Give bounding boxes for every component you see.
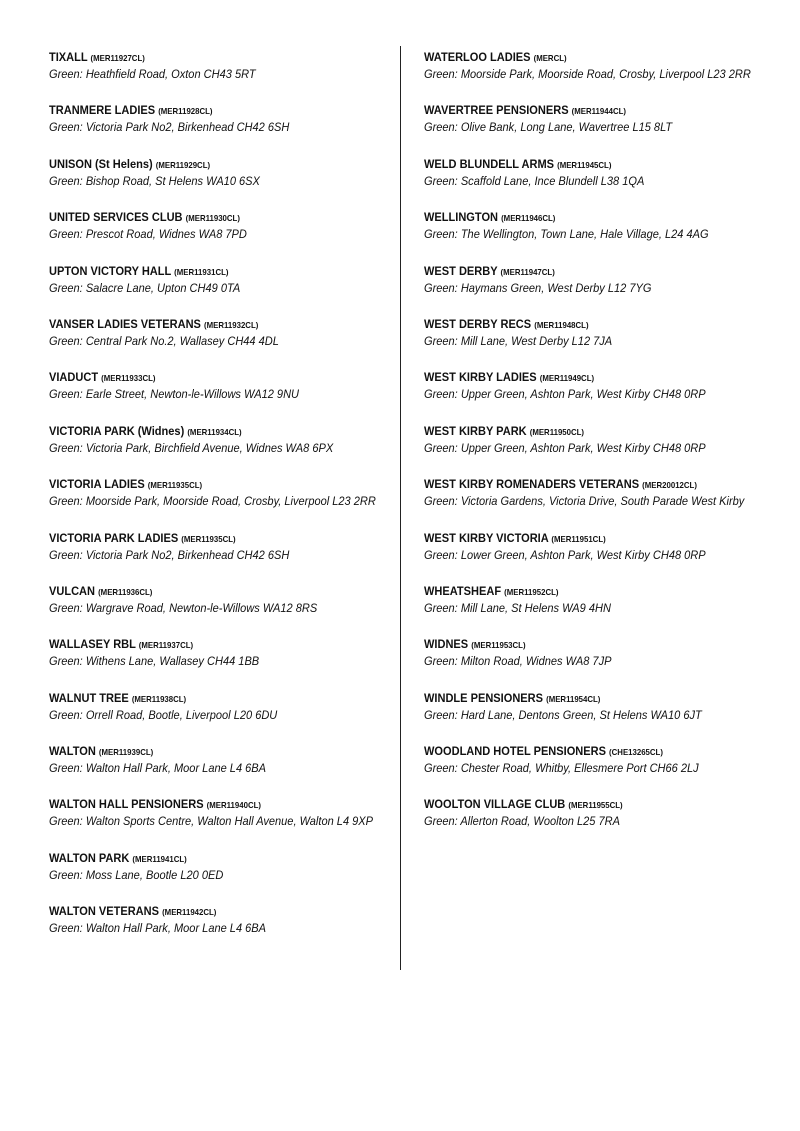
club-green: Green: Scaffold Lane, Ince Blundell L38 1QA (424, 173, 645, 188)
club-title (49, 209, 362, 226)
club-name: VICTORIA PARK (Widnes) (49, 423, 185, 438)
club-title (424, 209, 764, 226)
club-name: WEST KIRBY ROMENADERS VETERANS (424, 477, 640, 492)
club-code: (MER11931CL) (174, 266, 229, 277)
club-green: Green: Prescot Road, Widnes WA8 7PD (49, 227, 247, 242)
club-name: WAVERTREE PENSIONERS (424, 103, 569, 118)
club-entry (49, 369, 389, 422)
club-entry (424, 49, 794, 102)
club-code: (MER20012CL) (642, 480, 697, 491)
club-code: (MER11929CL) (155, 159, 211, 170)
club-title (424, 636, 764, 653)
club-entry (49, 583, 389, 636)
club-green: Green: Earle Street, Newton-le-Willows WA12 9NU (49, 387, 300, 402)
club-code: (MER11953CL) (471, 640, 526, 651)
club-name: WEST KIRBY LADIES (424, 370, 537, 385)
club-code: (MERCL) (533, 53, 567, 63)
club-entry (49, 530, 389, 583)
club-title (49, 369, 362, 386)
left-column (49, 49, 389, 957)
club-name: UPTON VICTORY HALL (49, 263, 172, 278)
club-green: Green: Withens Lane, Wallasey CH44 1BB (49, 654, 260, 669)
club-title (49, 850, 362, 867)
club-title (49, 636, 362, 653)
club-green: Green: Mill Lane, West Derby L12 7JA (424, 333, 613, 348)
club-code: (MER11949CL) (539, 373, 595, 384)
club-code: (MER11940CL) (206, 800, 261, 811)
club-title (424, 690, 764, 707)
club-code: (MER11944CL) (571, 106, 626, 117)
club-entry (424, 476, 794, 529)
club-name: WINDLE PENSIONERS (424, 690, 544, 705)
club-entry (424, 102, 794, 155)
club-title (49, 903, 362, 920)
club-entry (49, 743, 389, 796)
club-code: (MER11939CL) (98, 747, 154, 758)
club-title (424, 102, 764, 119)
club-title (424, 743, 764, 760)
club-name: WALTON PARK (49, 850, 130, 865)
club-entry (424, 263, 794, 316)
club-green: Green: Olive Bank, Long Lane, Wavertree L15 8LT (424, 120, 673, 135)
club-name: WEST DERBY RECS (424, 316, 532, 331)
club-name: WALTON HALL PENSIONERS (49, 797, 204, 812)
club-name: WOOLTON VILLAGE CLUB (424, 797, 566, 812)
club-name: WEST DERBY (424, 263, 498, 278)
club-green: Green: Victoria Gardens, Victoria Drive, South Parade West Kirby (424, 494, 745, 509)
club-code: (MER11951CL) (551, 533, 606, 544)
club-title (424, 476, 764, 493)
club-title (424, 369, 764, 386)
club-code: (MER11952CL) (504, 586, 559, 597)
club-code: (CHE13265CL) (609, 747, 663, 758)
club-title (49, 423, 362, 440)
club-entry (424, 743, 794, 796)
club-title (49, 102, 362, 119)
club-entry (49, 49, 389, 102)
club-name: WOODLAND HOTEL PENSIONERS (424, 744, 606, 759)
club-green: Green: The Wellington, Town Lane, Hale Village, L24 4AG (424, 227, 709, 242)
club-name: UNITED SERVICES CLUB (49, 210, 183, 225)
club-entry (49, 423, 389, 476)
club-title (424, 530, 764, 547)
club-title (424, 156, 764, 173)
club-code: (MER11947CL) (500, 266, 555, 277)
club-code: (MER11934CL) (187, 426, 242, 437)
club-code: (MER11942CL) (162, 907, 217, 918)
club-green: Green: Chester Road, Whitby, Ellesmere Port CH66 2LJ (424, 761, 699, 776)
club-code: (MER11945CL) (557, 159, 612, 170)
club-title (49, 49, 362, 66)
column-divider (400, 46, 401, 970)
club-title (424, 263, 764, 280)
club-code: (MER11955CL) (568, 800, 623, 811)
club-green: Green: Heathfield Road, Oxton CH43 5RT (49, 67, 256, 81)
club-name: WALTON VETERANS (49, 904, 159, 919)
club-title (49, 583, 362, 600)
club-green: Green: Upper Green, Ashton Park, West Kirby CH48 0RP (424, 387, 706, 402)
club-entry (424, 796, 794, 849)
club-code: (MER11954CL) (546, 693, 601, 704)
club-title (49, 530, 362, 547)
club-green: Green: Hard Lane, Dentons Green, St Helens WA10 6JT (424, 707, 702, 722)
club-name: UNISON (St Helens) (49, 156, 153, 171)
club-green: Green: Mill Lane, St Helens WA9 4HN (424, 600, 611, 615)
club-title (424, 49, 764, 66)
club-name: WEST KIRBY VICTORIA (424, 530, 549, 545)
club-name: WALNUT TREE (49, 690, 129, 705)
club-name: WELLINGTON (424, 210, 499, 225)
club-code: (MER11948CL) (534, 319, 589, 330)
club-green: Green: Upper Green, Ashton Park, West Kirby CH48 0RP (424, 440, 706, 455)
club-entry (424, 690, 794, 743)
club-code: (MER11937CL) (138, 640, 194, 651)
club-code: (MER11946CL) (501, 213, 556, 224)
club-name: VICTORIA PARK LADIES (49, 530, 179, 545)
club-entry (49, 263, 389, 316)
club-title (49, 743, 362, 760)
club-green: Green: Lower Green, Ashton Park, West Kirby CH48 0RP (424, 547, 706, 562)
club-title (49, 156, 362, 173)
club-entry (424, 316, 794, 369)
club-green: Green: Moorside Park, Moorside Road, Crosby, Liverpool L23 2RR (424, 67, 751, 81)
club-code: (MER11936CL) (98, 586, 153, 597)
club-entry (424, 156, 794, 209)
club-green: Green: Moorside Park, Moorside Road, Crosby, Liverpool L23 2RR (49, 494, 376, 509)
club-title (424, 423, 764, 440)
club-entry (49, 690, 389, 743)
club-code: (MER11927CL) (90, 53, 145, 63)
club-entry (424, 423, 794, 476)
club-name: TRANMERE LADIES (49, 103, 156, 118)
club-green: Green: Victoria Park No2, Birkenhead CH42 6SH (49, 120, 290, 135)
club-name: WEST KIRBY PARK (424, 423, 527, 438)
club-green: Green: Walton Hall Park, Moor Lane L4 6BA (49, 761, 267, 776)
club-code: (MER11938CL) (131, 693, 187, 704)
club-name: WALTON (49, 744, 96, 759)
club-entry (424, 583, 794, 636)
club-name: TIXALL (49, 50, 88, 64)
club-entry (424, 209, 794, 262)
club-green: Green: Orrell Road, Bootle, Liverpool L20 6DU (49, 707, 278, 722)
club-title (49, 476, 362, 493)
right-column (424, 49, 794, 850)
club-entry (49, 476, 389, 529)
club-name: WATERLOO LADIES (424, 50, 531, 64)
club-name: VANSER LADIES VETERANS (49, 316, 201, 331)
club-entry (49, 209, 389, 262)
club-entry (424, 530, 794, 583)
club-green: Green: Victoria Park, Birchfield Avenue, Widnes WA8 6PX (49, 440, 334, 455)
club-green: Green: Milton Road, Widnes WA8 7JP (424, 654, 612, 669)
club-title (49, 316, 362, 333)
club-title (424, 796, 764, 813)
club-green: Green: Bishop Road, St Helens WA10 6SX (49, 173, 260, 188)
club-green: Green: Moss Lane, Bootle L20 0ED (49, 867, 224, 882)
club-green: Green: Wargrave Road, Newton-le-Willows WA12 8RS (49, 600, 318, 615)
club-entry (424, 636, 794, 689)
club-code: (MER11935CL) (147, 480, 203, 491)
club-title (49, 690, 362, 707)
club-code: (MER11928CL) (158, 106, 213, 117)
club-entry (424, 369, 794, 422)
club-name: WALLASEY RBL (49, 637, 136, 652)
club-green: Green: Haymans Green, West Derby L12 7YG (424, 280, 652, 295)
club-title (424, 316, 764, 333)
club-title (49, 796, 362, 813)
club-code: (MER11930CL) (185, 213, 240, 224)
club-name: VIADUCT (49, 370, 99, 385)
club-name: VICTORIA LADIES (49, 477, 145, 492)
club-name: WELD BLUNDELL ARMS (424, 156, 555, 171)
club-green: Green: Victoria Park No2, Birkenhead CH42 6SH (49, 547, 290, 562)
club-title (49, 263, 362, 280)
club-green: Green: Walton Sports Centre, Walton Hall Avenue, Walton L4 9XP (49, 814, 374, 829)
club-green: Green: Central Park No.2, Wallasey CH44 4DL (49, 333, 279, 348)
club-entry (49, 102, 389, 155)
club-title (424, 583, 764, 600)
club-code: (MER11941CL) (132, 853, 187, 864)
club-green: Green: Salacre Lane, Upton CH49 0TA (49, 280, 241, 295)
club-green: Green: Walton Hall Park, Moor Lane L4 6BA (49, 921, 267, 936)
club-code: (MER11950CL) (529, 426, 585, 437)
club-entry (49, 316, 389, 369)
club-code: (MER11933CL) (101, 373, 156, 384)
club-entry (49, 636, 389, 689)
club-name: VULCAN (49, 583, 95, 598)
club-green: Green: Allerton Road, Woolton L25 7RA (424, 814, 620, 829)
club-entry (49, 903, 389, 956)
club-code: (MER11932CL) (204, 319, 259, 330)
club-name: WHEATSHEAF (424, 583, 502, 598)
club-name: WIDNES (424, 637, 469, 652)
club-entry (49, 156, 389, 209)
club-code: (MER11935CL) (181, 533, 236, 544)
club-entry (49, 796, 389, 849)
club-entry (49, 850, 389, 903)
